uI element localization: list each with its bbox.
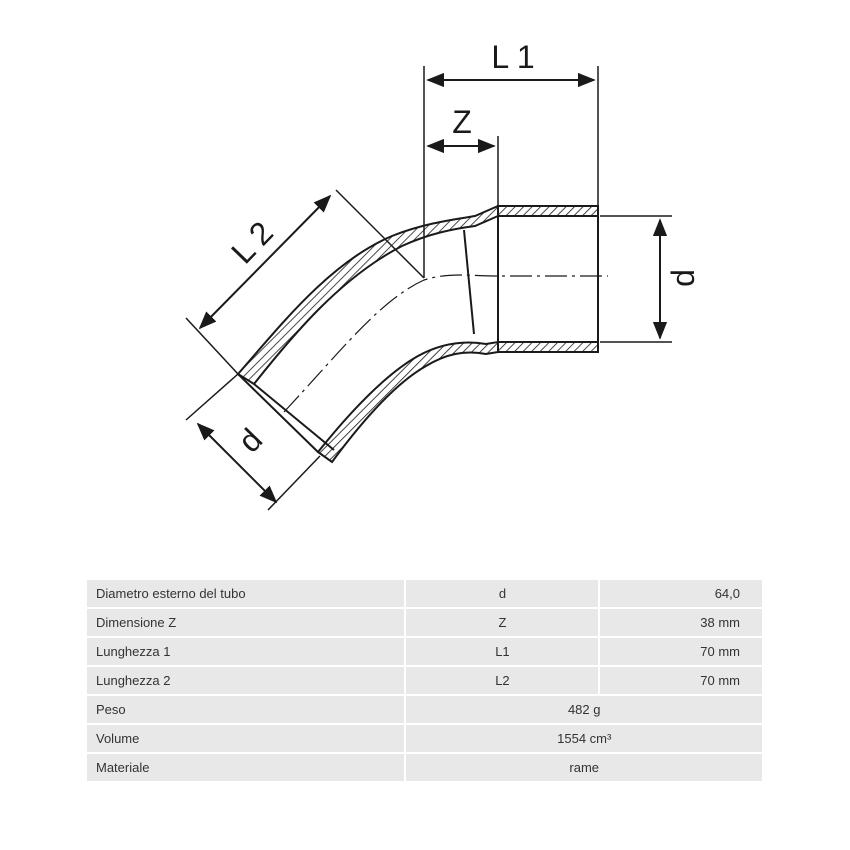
socket-bottom-wall — [498, 342, 598, 352]
table-row — [87, 638, 762, 665]
L1-label: L 1 — [491, 39, 535, 75]
row-label: Peso — [87, 696, 406, 723]
d-right-label: d — [665, 269, 701, 287]
row-value: 70 mm — [600, 667, 762, 694]
row-value: 1554 cm³ — [406, 725, 762, 752]
table-row — [87, 754, 762, 781]
table-row — [87, 696, 762, 723]
table-row — [87, 580, 762, 607]
row-value: rame — [406, 754, 762, 781]
row-symbol: L1 — [406, 638, 600, 665]
bend-inner-wall — [318, 342, 498, 462]
row-symbol: d — [406, 580, 600, 607]
row-value: 70 mm — [600, 638, 762, 665]
d-left-label: d — [230, 421, 270, 460]
bend-outer-wall — [238, 206, 498, 384]
specifications-table — [87, 578, 762, 783]
table-row — [87, 725, 762, 752]
table-row — [87, 609, 762, 636]
row-label: Diametro esterno del tubo — [87, 580, 406, 607]
row-label: Volume — [87, 725, 406, 752]
row-value: 482 g — [406, 696, 762, 723]
row-label: Dimensione Z — [87, 609, 406, 636]
row-value: 38 mm — [600, 609, 762, 636]
row-label: Lunghezza 2 — [87, 667, 406, 694]
table-row — [87, 667, 762, 694]
row-value: 64,0 — [600, 580, 762, 607]
L2-label: L 2 — [224, 214, 281, 271]
row-symbol: L2 — [406, 667, 600, 694]
row-symbol: Z — [406, 609, 600, 636]
socket-top-wall — [498, 206, 598, 216]
row-label: Materiale — [87, 754, 406, 781]
Z-label: Z — [452, 104, 472, 140]
row-label: Lunghezza 1 — [87, 638, 406, 665]
